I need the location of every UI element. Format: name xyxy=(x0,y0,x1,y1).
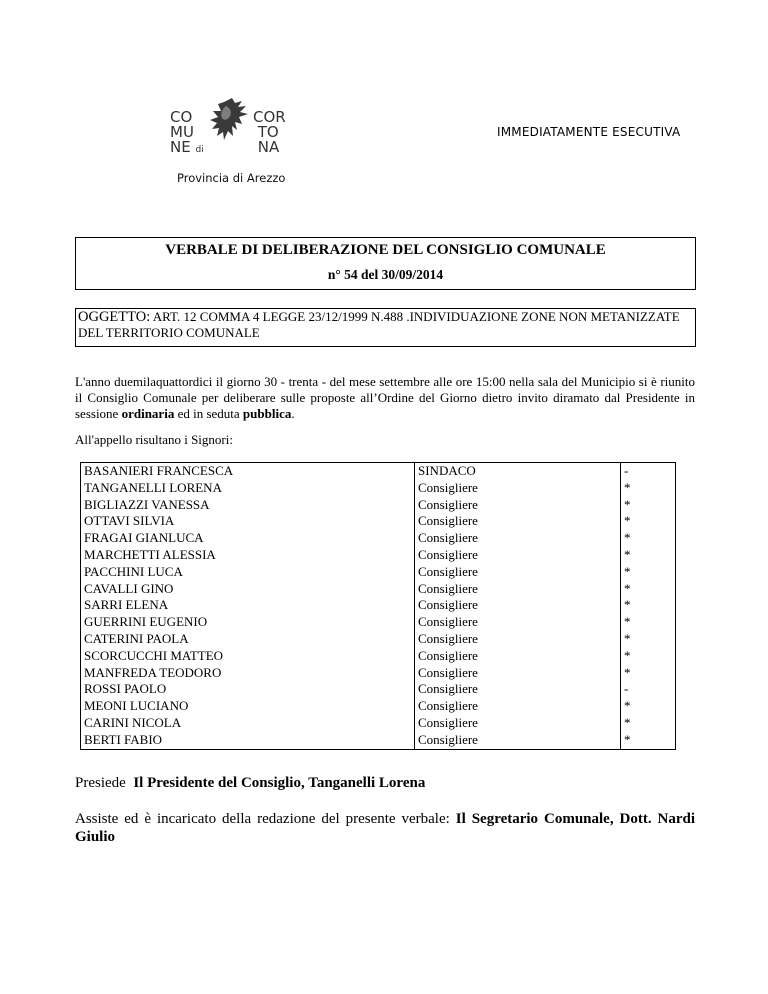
member-role: Consigliere xyxy=(418,647,478,663)
member-name: BIGLIAZZI VANESSA xyxy=(84,496,210,512)
member-name: CAVALLI GINO xyxy=(84,580,174,596)
logo-text-right xyxy=(253,110,286,155)
member-name: SCORCUCCHI MATTEO xyxy=(84,647,224,663)
member-role: SINDACO xyxy=(418,463,476,478)
logo-mu: MU xyxy=(170,123,194,141)
presence-column xyxy=(621,463,676,750)
province-label: Provincia di Arezzo xyxy=(177,171,286,185)
member-name: BERTI FABIO xyxy=(84,731,163,747)
member-presence: * xyxy=(624,664,631,680)
intro-part1: L'anno duemilaquattordici il giorno 30 - trenta - del mese settembre alle ore 15:00 nella sala del Municipio si è riunito il Consiglio Comunale per deliberare sulle proposte all’Ordine del Giorno dietro invito diramato dal Presidente in sessione xyxy=(75,374,695,421)
member-role: Consigliere xyxy=(418,546,478,562)
member-role: Consigliere xyxy=(418,597,478,613)
member-role: Consigliere xyxy=(418,714,478,730)
member-presence: * xyxy=(624,530,631,546)
member-role: Consigliere xyxy=(418,580,478,596)
member-name: MEONI LUCIANO xyxy=(84,698,189,714)
assists-line xyxy=(75,810,695,846)
member-name: BASANIERI FRANCESCA xyxy=(84,463,234,478)
member-presence: * xyxy=(624,614,631,630)
presides-value: Il Presidente del Consiglio, Tanganelli Lorena xyxy=(133,775,426,791)
assists-value: Il Segretario Comunale, Dott. Nardi Giulio xyxy=(75,811,696,845)
intro-session-type: ordinaria xyxy=(121,406,175,421)
member-presence: - xyxy=(624,681,629,697)
presides-line xyxy=(75,775,425,792)
names-column xyxy=(81,463,415,750)
member-name: CATERINI PAOLA xyxy=(84,630,189,646)
member-presence: * xyxy=(624,597,631,613)
member-presence: * xyxy=(624,647,631,663)
member-name: MANFREDA TEODORO xyxy=(84,664,222,680)
intro-session-visibility: pubblica xyxy=(242,406,292,421)
member-presence: * xyxy=(624,563,631,579)
members-table xyxy=(80,462,676,750)
member-name: FRAGAI GIANLUCA xyxy=(84,530,204,546)
logo-to: TO xyxy=(253,123,279,141)
member-presence: * xyxy=(624,698,631,714)
member-role: Consigliere xyxy=(418,614,478,630)
logo-co: CO xyxy=(170,108,193,126)
member-presence: * xyxy=(624,630,631,646)
roles-column xyxy=(415,463,621,750)
member-presence: * xyxy=(624,546,631,562)
comune-di-cortona-logo xyxy=(170,96,295,158)
griffin-icon xyxy=(202,96,254,148)
title-box xyxy=(75,237,696,290)
member-role: Consigliere xyxy=(418,513,478,529)
member-name: PACCHINI LUCA xyxy=(84,563,183,579)
member-name: TANGANELLI LORENA xyxy=(84,479,222,495)
intro-part3: . xyxy=(291,406,295,421)
assists-label: Assiste ed è incaricato della redazione del presente verbale: xyxy=(75,811,450,827)
subject-label: OGGETTO: xyxy=(78,309,151,325)
member-presence: * xyxy=(624,496,631,512)
member-presence: - xyxy=(624,463,629,478)
member-presence: * xyxy=(624,479,631,495)
subject-text: ART. 12 COMMA 4 LEGGE 23/12/1999 N.488 .INDIVIDUAZIONE ZONE NON METANIZZATE DEL TERRITORIO COMUNALE xyxy=(78,309,680,340)
subject-box xyxy=(75,308,696,347)
member-role: Consigliere xyxy=(418,664,478,680)
member-presence: * xyxy=(624,714,631,730)
member-role: Consigliere xyxy=(418,698,478,714)
member-role: Consigliere xyxy=(418,479,478,495)
member-role: Consigliere xyxy=(418,496,478,512)
member-presence: * xyxy=(624,580,631,596)
member-name: OTTAVI SILVIA xyxy=(84,513,175,529)
member-presence: * xyxy=(624,731,631,747)
member-role: Consigliere xyxy=(418,563,478,579)
logo-text-left xyxy=(170,110,204,158)
member-name: GUERRINI EUGENIO xyxy=(84,614,208,630)
presides-label: Presiede xyxy=(75,775,126,791)
logo-na: NA xyxy=(253,138,280,156)
document-title: VERBALE DI DELIBERAZIONE DEL CONSIGLIO COMUNALE xyxy=(165,242,606,258)
roll-call-label: All'appello risultano i Signori: xyxy=(75,432,233,447)
logo-di: di xyxy=(195,145,204,155)
intro-paragraph xyxy=(75,374,695,422)
intro-part2: ed in seduta xyxy=(174,406,243,421)
status-label: IMMEDIATAMENTE ESECUTIVA xyxy=(497,125,681,139)
member-role: Consigliere xyxy=(418,731,478,747)
member-name: SARRI ELENA xyxy=(84,597,169,613)
logo-ne: NE di xyxy=(170,138,204,156)
member-presence: * xyxy=(624,513,631,529)
member-role: Consigliere xyxy=(418,530,478,546)
member-role: Consigliere xyxy=(418,681,478,697)
table-row xyxy=(81,463,676,750)
member-name: MARCHETTI ALESSIA xyxy=(84,546,216,562)
document-number: n° 54 del 30/09/2014 xyxy=(327,267,444,282)
member-role: Consigliere xyxy=(418,630,478,646)
logo-cor: COR xyxy=(253,108,286,126)
member-name: ROSSI PAOLO xyxy=(84,681,167,697)
member-name: CARINI NICOLA xyxy=(84,714,182,730)
